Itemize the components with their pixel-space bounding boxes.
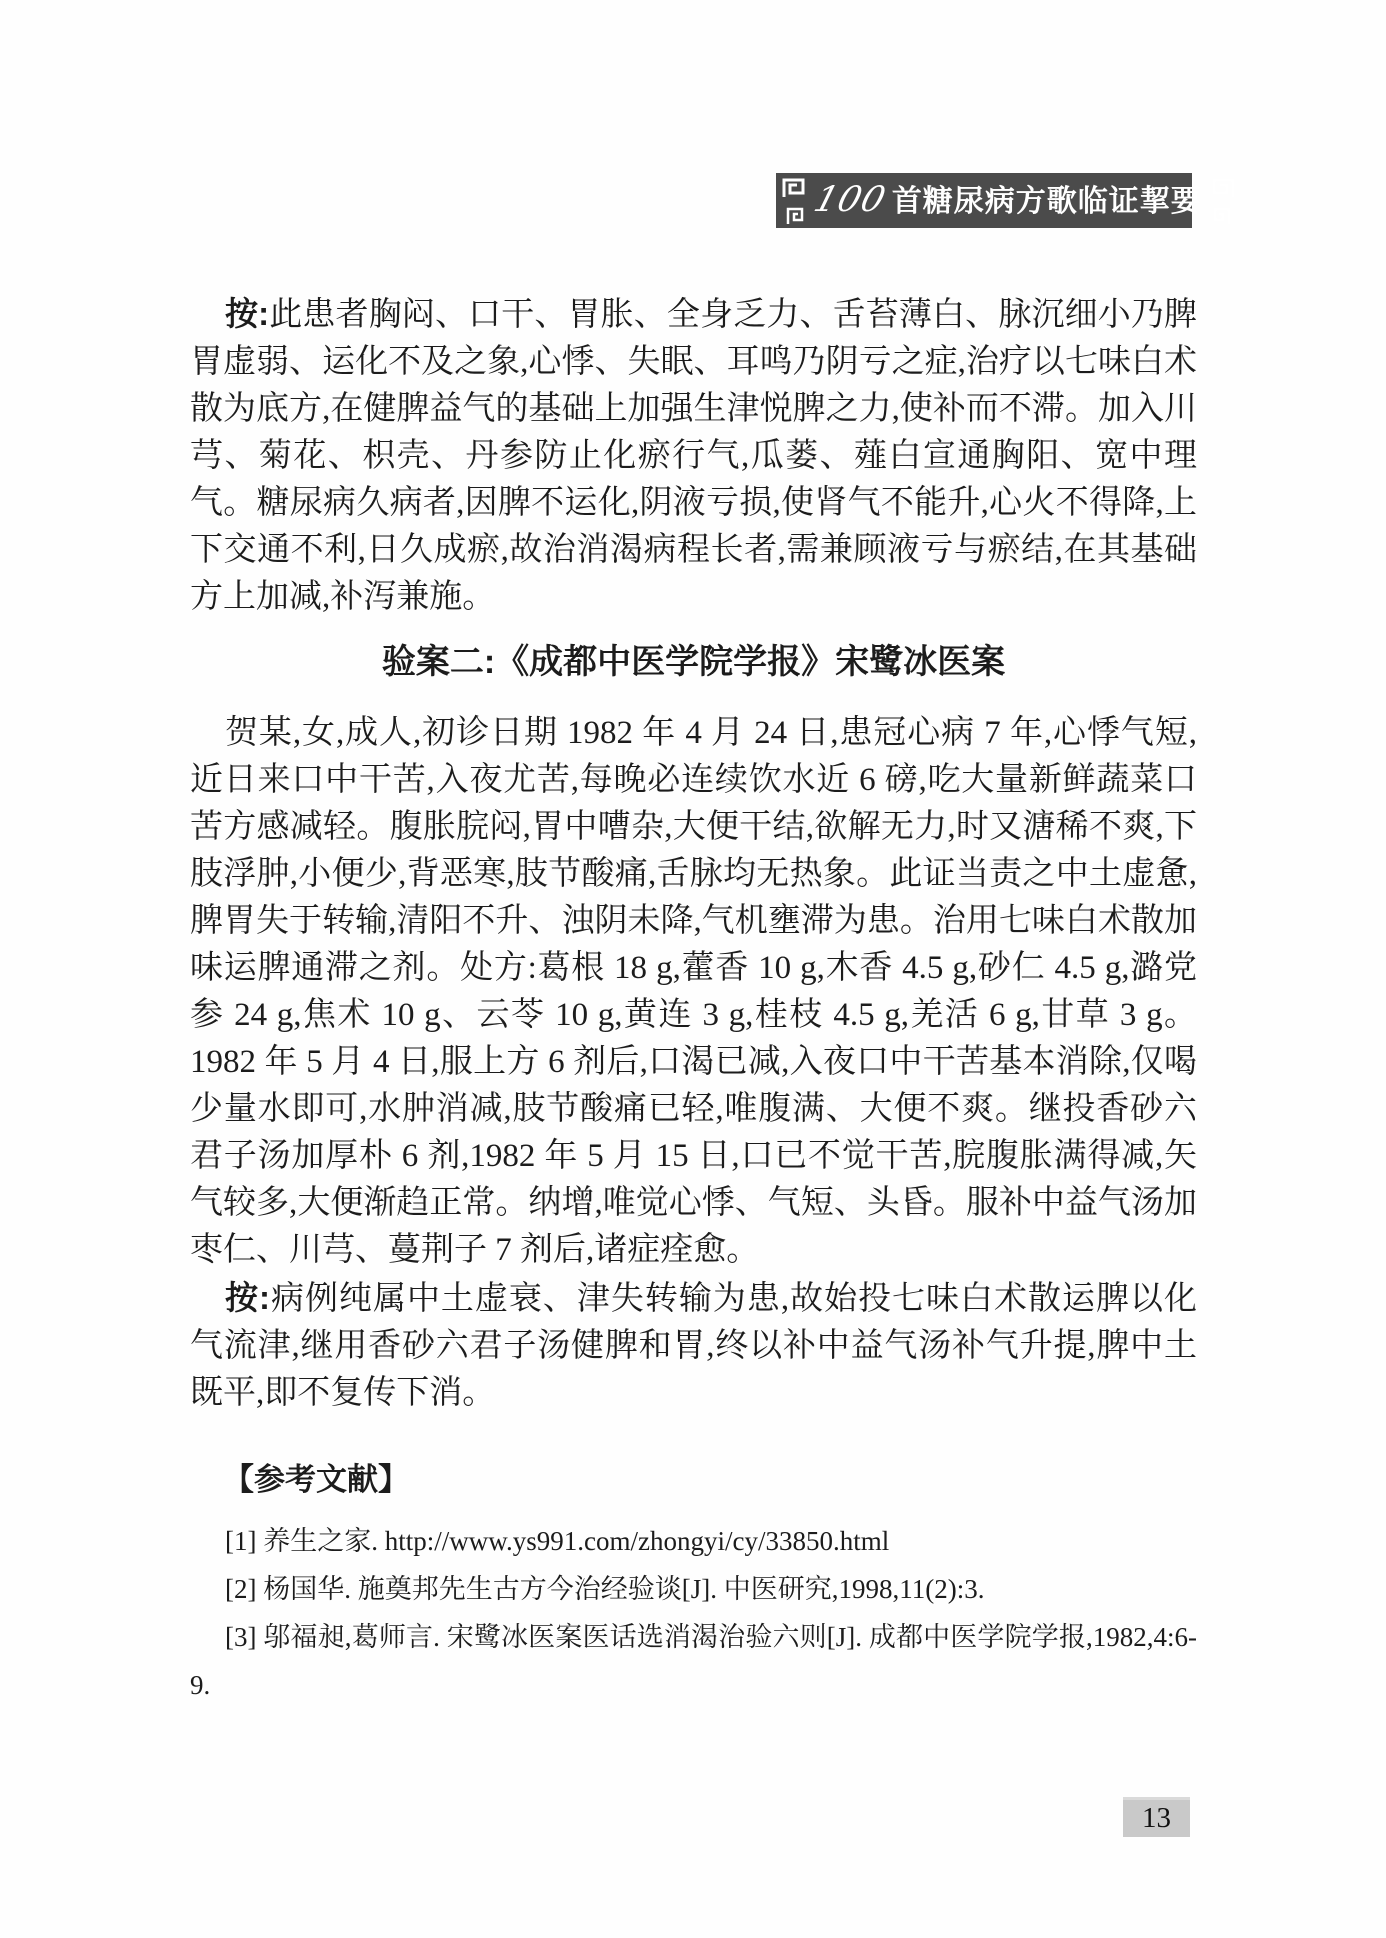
banner-title [809,173,1202,229]
case-heading: 验案二:《成都中医学院学报》宋鹭冰医案 [381,643,1006,681]
header-banner [776,173,1202,228]
note-label: 按: [225,1279,270,1316]
page-number: 13 [1123,1797,1190,1837]
reference-item: [3] 邬福昶,葛师言. 宋鹭冰医案医话选消渴治验六则[J]. 成都中医学院学报,1982,4:6-9. [190,1622,1197,1700]
references-heading: 【参考文献】 [223,1462,409,1497]
note-text: 此患者胸闷、口干、胃胀、全身乏力、舌苔薄白、脉沉细小乃脾胃虚弱、运化不及之象,心悸、失眠、耳鸣乃阴亏之症,治疗以七味白术散为底方,在健脾益气的基础上加强生津悦脾之力,使补而不滞。加入川芎、菊花、枳壳、丹参防止化瘀行气,瓜蒌、薤白宣通胸阳、宽中理气。糖尿病久病者,因脾不运化,阴液亏损,使肾气不能升,心火不得降,上下交通不利,日久成瘀,故治消渴病程长者,需兼顾液亏与瘀结,在其基础方上加减,补泻兼施。 [190,297,1198,615]
note-text: 病例纯属中土虚衰、津失转输为患,故始投七味白术散运脾以化气流津,继用香砂六君子汤健脾和胃,终以补中益气汤补气升提,脾中土既平,即不复传下消。 [190,1281,1197,1411]
banner-title-text: 首糖尿病方歌临证挈要 [891,184,1202,218]
reference-item: [1] 养生之家. http://www.ys991.com/zhongyi/cy/33850.html [225,1526,890,1556]
fret-ornament-icon [1202,176,1236,226]
case-note-paragraph [190,290,1197,621]
page-content [190,290,1197,1709]
note-label: 按: [225,295,270,332]
case-paragraph: 贺某,女,成人,初诊日期 1982 年 4 月 24 日,患冠心病 7 年,心悸气短,近日来口中干苦,入夜尤苦,每晚必连续饮水近 6 磅,吃大量新鲜蔬菜口苦方感减轻。腹胀脘闷,胃中嘈杂,大便干结,欲解无力,时又溏稀不爽,下肢浮肿,小便少,背恶寒,肢节酸痛,舌脉均无热象。此证当责之中土虚惫,脾胃失于转输,清阳不升、浊阴未降,气机壅滞为患。治用七味白术散加味运脾通滞之剂。处方:葛根 18 g,藿香 10 g,木香 4.5 g,砂仁 4.5 g,潞党参 24 g,焦术 10 g、云苓 10 g,黄连 3 g,桂枝 4.5 g,羌活 6 g,甘草 3 g。1982 年 5 月 4 日,服上方 6 剂后,口渴已减,入夜口中干苦基本消除,仅喝少量水即可,水肿消减,肢节酸痛已轻,唯腹满、大便不爽。继投香砂六君子汤加厚朴 6 剂,1982 年 5 月 15 日,口已不觉干苦,脘腹胀满得减,矢气较多,大便渐趋正常。纳增,唯觉心悸、气短、头昏。服补中益气汤加枣仁、川芎、蔓荆子 7 剂后,诸症痊愈。 [190,715,1198,1268]
reference-item: [2] 杨国华. 施奠邦先生古方今治经验谈[J]. 中医研究,1998,11(2):3. [225,1574,985,1604]
case-note-paragraph [190,1274,1197,1417]
banner-title-number: 100 [809,179,891,220]
